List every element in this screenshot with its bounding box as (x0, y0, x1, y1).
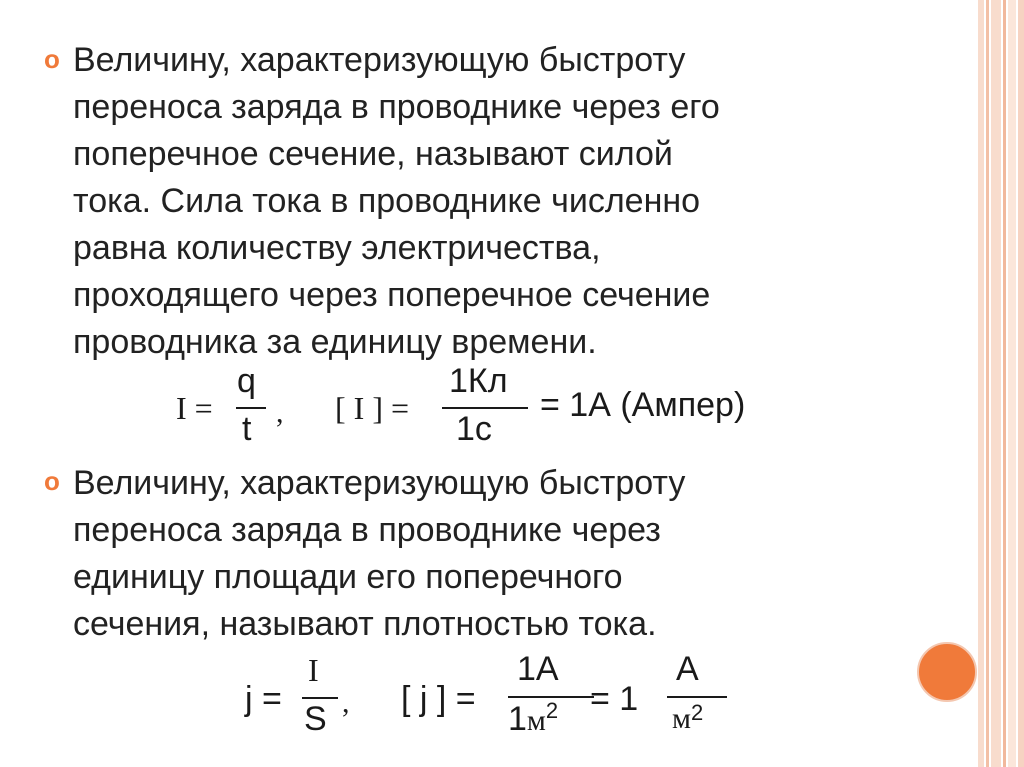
fraction-numerator: I (308, 652, 319, 688)
text-line: единицу площади его поперечного (73, 558, 623, 596)
comma: , (276, 396, 284, 429)
unit-bracket: [ j ] = (401, 680, 476, 718)
fraction-numerator: А (676, 650, 699, 688)
fraction-denominator (508, 700, 558, 739)
text-line: равна количеству электричества, (73, 229, 601, 267)
fraction-numerator: q (237, 362, 256, 400)
fraction-bar (667, 696, 727, 698)
fraction-numerator: 1Кл (449, 362, 508, 400)
text-line: проводника за единицу времени. (73, 323, 597, 361)
text-line: тока. Сила тока в проводнике численно (73, 182, 701, 220)
text-line: поперечное сечение, называют силой (73, 135, 673, 173)
formula-lhs: I = (176, 390, 213, 426)
text-line: проходящего через поперечное сечение (73, 276, 711, 314)
bullet-icon (44, 466, 60, 497)
formula-lhs: j = (245, 680, 282, 718)
decorative-orange-circle (917, 642, 977, 702)
text-line: Величину, характеризующую быстроту (73, 464, 686, 502)
text-line: сечения, называют плотностью тока. (73, 605, 657, 643)
fraction-bar (442, 407, 528, 409)
text-line: переноса заряда в проводнике через (73, 511, 661, 549)
text-line: переноса заряда в проводнике через его (73, 88, 720, 126)
fraction-bar (236, 407, 266, 409)
paragraph-current-definition (73, 37, 720, 366)
decorative-stripes (978, 0, 1024, 767)
den-unit: м (526, 704, 546, 737)
equals-one: = 1 (590, 680, 639, 718)
unit-bracket: [ I ] = (335, 390, 410, 426)
comma: , (342, 686, 350, 719)
paragraph-density-definition (73, 460, 685, 648)
formula-result: = 1А (Ампер) (540, 386, 746, 424)
den-exponent: 2 (690, 700, 704, 725)
den-exponent: 2 (545, 698, 559, 723)
den-unit: м (672, 702, 691, 735)
fraction-denominator (672, 702, 703, 736)
bullet-icon (44, 44, 60, 75)
fraction-numerator: 1А (517, 650, 559, 688)
den-digit: 1 (508, 700, 527, 738)
fraction-denominator: t (242, 410, 252, 448)
fraction-denominator: 1с (456, 410, 492, 448)
fraction-denominator: S (304, 700, 327, 738)
fraction-bar (302, 697, 338, 699)
text-line: Величину, характеризующую быстроту (73, 41, 686, 79)
